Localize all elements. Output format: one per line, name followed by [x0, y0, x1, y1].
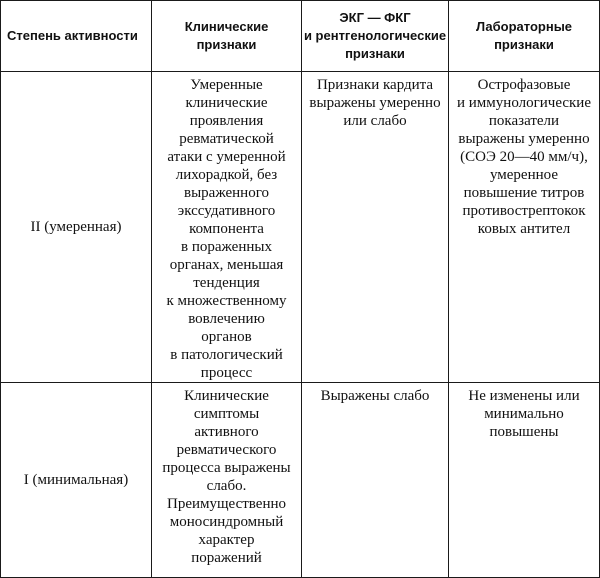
cell-line: минимально — [484, 406, 564, 422]
cell-line: экссудативного — [177, 203, 276, 219]
cell-line: и иммунологические — [457, 95, 591, 111]
cell-line: в пораженных — [181, 239, 272, 255]
clinical-cell — [152, 383, 302, 578]
header-ecg-line: и рентгенологические — [303, 28, 447, 43]
cell-line: процесс — [200, 365, 253, 381]
cell-line: или слабо — [343, 113, 407, 129]
cell-line: Не изменены или — [468, 388, 580, 404]
cell-line: ревматического — [176, 442, 277, 458]
header-clinical-line: признаки — [196, 37, 257, 52]
cell-line: Острофазовые — [477, 77, 571, 93]
lab-text — [449, 387, 599, 441]
cell-line: к множественному — [166, 293, 287, 309]
cell-line: Признаки кардита — [316, 77, 434, 93]
clinical-text — [152, 387, 301, 567]
cell-line: лихорадкой, без — [175, 167, 278, 183]
header-ecg-line: признаки — [345, 46, 405, 61]
grade-label: II (умеренная) — [30, 219, 122, 235]
cell-line: поражений — [191, 550, 262, 566]
header-clinical-line: Клинические — [184, 19, 269, 34]
ecg-cell — [302, 72, 449, 383]
cell-line: активного — [194, 424, 259, 440]
cell-line: выраженного — [184, 185, 269, 201]
header-ecg — [302, 1, 449, 72]
cell-line: в патологический — [170, 347, 283, 363]
cell-line: умеренное — [489, 167, 558, 183]
cell-line: ковых антител — [477, 221, 571, 237]
grade-cell — [1, 72, 152, 383]
cell-line: проявления — [189, 113, 264, 129]
cell-line: (СОЭ 20—40 мм/ч), — [460, 149, 588, 165]
ecg-text — [302, 76, 448, 130]
grade-cell — [1, 383, 152, 578]
table-row-minimal — [1, 383, 600, 578]
lab-cell — [449, 72, 600, 383]
header-grade — [1, 1, 152, 72]
cell-line: органах, меньшая — [169, 257, 284, 273]
clinical-cell — [152, 72, 302, 383]
ecg-cell — [302, 383, 449, 578]
cell-line: ревматической — [179, 131, 274, 147]
cell-line: компонента — [189, 221, 264, 237]
cell-line: Умеренные — [190, 77, 263, 93]
grade-label: I (минимальная) — [23, 472, 129, 488]
cell-line: моносиндромный — [169, 514, 284, 530]
cell-line: выражены умеренно — [309, 95, 441, 111]
header-ecg-line: ЭКГ — ФКГ — [339, 10, 411, 25]
lab-cell — [449, 383, 600, 578]
table-header-row — [1, 1, 600, 72]
cell-line: повышение титров — [463, 185, 585, 201]
cell-line: показатели — [488, 113, 560, 129]
cell-line: Выражены слабо — [320, 388, 430, 404]
ecg-text — [302, 387, 448, 405]
cell-line: слабо. — [206, 478, 247, 494]
cell-line: органов — [201, 329, 252, 345]
cell-line: Клинические — [184, 388, 269, 404]
cell-line: противострептокок — [462, 203, 586, 219]
clinical-text — [152, 76, 301, 382]
header-lab — [449, 1, 600, 72]
cell-line: тенденция — [193, 275, 260, 291]
header-lab-line: Лабораторные — [475, 19, 573, 34]
cell-line: процесса выражены — [162, 460, 291, 476]
header-lab-line: признаки — [494, 37, 554, 52]
cell-line: вовлечению — [188, 311, 265, 327]
cell-line: атаки с умеренной — [167, 149, 286, 165]
cell-line: характер — [198, 532, 255, 548]
header-clinical — [152, 1, 302, 72]
cell-line: клинические — [185, 95, 268, 111]
cell-line: симптомы — [193, 406, 260, 422]
table-row-moderate — [1, 72, 600, 383]
cell-line: повышены — [489, 424, 559, 440]
lab-text — [449, 76, 599, 238]
cell-line: Преимущественно — [166, 496, 286, 512]
header-grade-text: Степень активности — [7, 28, 138, 43]
cell-line: выражены умеренно — [458, 131, 590, 147]
